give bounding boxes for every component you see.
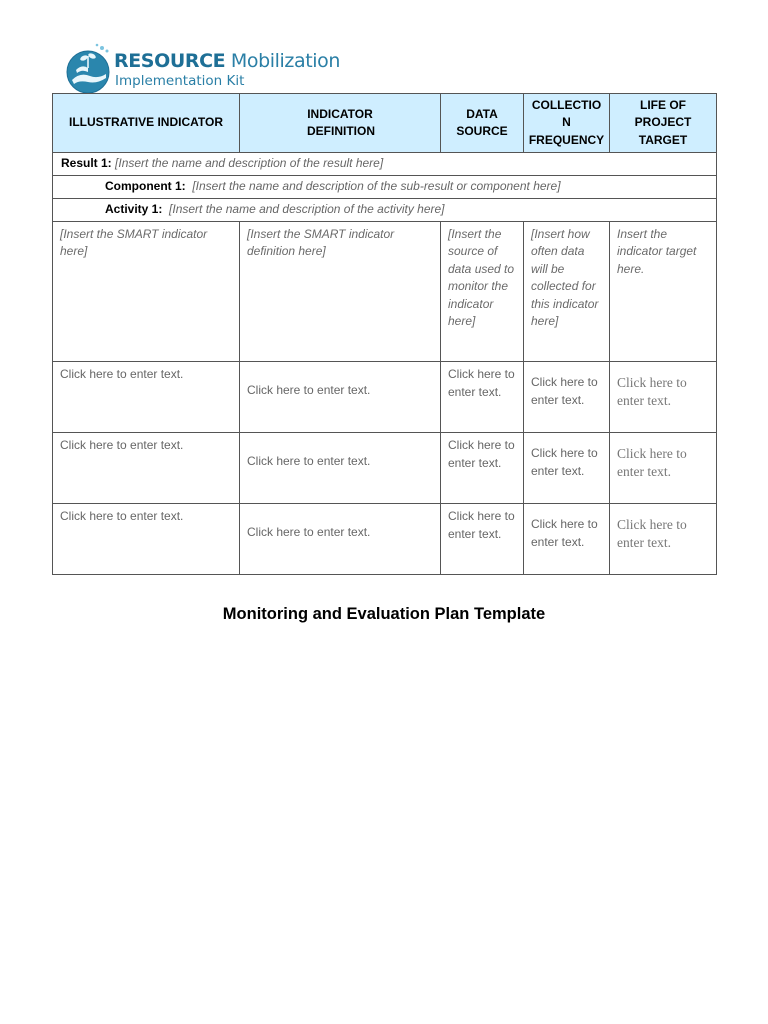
logo-title: RESOURCE Mobilization [114, 50, 341, 72]
table-row [53, 362, 717, 433]
result-row [53, 153, 717, 176]
activity-label: Activity 1: [105, 202, 163, 216]
table-header-row [53, 94, 717, 153]
text-entry-field[interactable]: Click here to enter text. [448, 509, 515, 541]
header-life-of-project-target: LIFE OF PROJECT TARGET [610, 94, 717, 153]
text-entry-field[interactable]: Click here to enter text. [247, 525, 371, 539]
text-entry-field[interactable]: Click here to enter text. [617, 517, 687, 550]
smart-frequency-cell[interactable]: [Insert how often data will be collected for this indicator here] [531, 227, 599, 329]
text-entry-field[interactable]: Click here to enter text. [60, 509, 184, 523]
table-row [53, 433, 717, 504]
page-title: Monitoring and Evaluation Plan Template [222, 605, 546, 623]
text-entry-field[interactable]: Click here to enter text. [531, 446, 598, 478]
header-illustrative-indicator: ILLUSTRATIVE INDICATOR [53, 94, 240, 153]
header-indicator-definition: INDICATOR DEFINITION [240, 94, 441, 153]
text-entry-field[interactable]: Click here to enter text. [247, 383, 371, 397]
text-entry-field[interactable]: Click here to enter text. [531, 375, 598, 407]
result-label: Result 1: [61, 156, 112, 170]
activity-row [53, 199, 717, 222]
text-entry-field[interactable]: Click here to enter text. [247, 454, 371, 468]
resource-mobilization-logo [66, 40, 366, 96]
text-entry-field[interactable]: Click here to enter text. [448, 438, 515, 470]
component-label: Component 1: [105, 179, 186, 193]
smart-source-cell[interactable]: [Insert the source of data used to monitor the indicator here] [448, 227, 515, 329]
text-entry-field[interactable]: Click here to enter text. [60, 438, 184, 452]
text-entry-field[interactable]: Click here to enter text. [448, 367, 515, 399]
table-row [53, 504, 717, 575]
smart-definition-cell[interactable]: [Insert the SMART indicator definition here] [247, 227, 395, 259]
smart-indicator-cell[interactable]: [Insert the SMART indicator here] [60, 227, 208, 259]
text-entry-field[interactable]: Click here to enter text. [617, 446, 687, 479]
component-placeholder[interactable]: [Insert the name and description of the sub-result or component here] [192, 179, 561, 193]
smart-target-cell[interactable]: Insert the indicator target here. [617, 227, 697, 276]
text-entry-field[interactable]: Click here to enter text. [531, 517, 598, 549]
logo-subtitle: Implementation Kit [115, 73, 245, 89]
header-data-source: DATA SOURCE [441, 94, 524, 153]
smart-indicator-row [53, 222, 717, 362]
hands-plant-globe-icon [66, 42, 116, 94]
text-entry-field[interactable]: Click here to enter text. [617, 375, 687, 408]
monitoring-evaluation-table [52, 93, 717, 575]
activity-placeholder[interactable]: [Insert the name and description of the activity here] [169, 202, 445, 216]
result-placeholder[interactable]: [Insert the name and description of the result here] [115, 156, 384, 170]
header-collection-frequency: COLLECTIO N FREQUENCY [524, 94, 610, 153]
component-row [53, 176, 717, 199]
text-entry-field[interactable]: Click here to enter text. [60, 367, 184, 381]
